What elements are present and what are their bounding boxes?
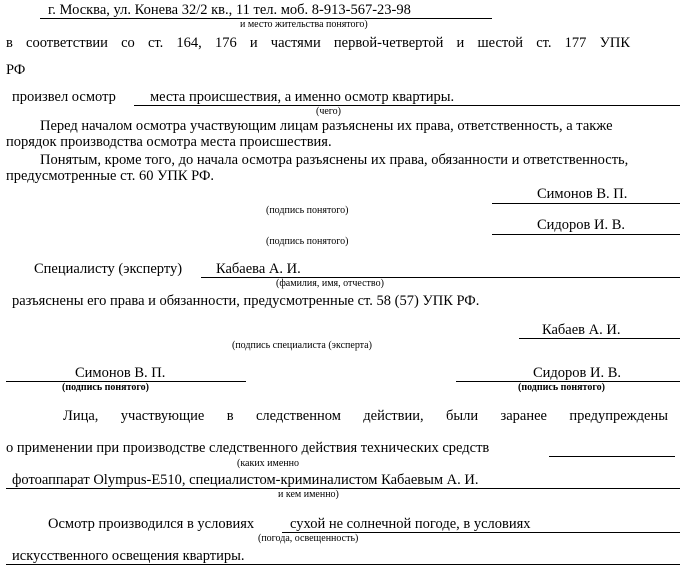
conditions-label: Осмотр производился в условиях [48, 516, 255, 532]
technical-means-caption: (каких именно [237, 458, 300, 469]
rights-line1: Перед началом осмотра участвующим лицам разъяснены их права, ответственность, а также [40, 118, 613, 134]
conditions-value: сухой не солнечной погоде, в условиях [290, 516, 531, 532]
inspection-label: произвел осмотр [12, 89, 116, 105]
warning-line1: Лица, участвующие в следственном действии, были заранее предупреждены [63, 408, 668, 424]
specialist-signature-line [519, 338, 680, 339]
witness-signature-name: Сидоров И. В. [537, 217, 626, 233]
specialist-underline [201, 277, 680, 278]
inspection-value: места происшествия, а именно осмотр квартиры. [150, 89, 455, 105]
legal-basis-line2: РФ [6, 62, 26, 78]
witness-signature-caption: (подпись понятого) [62, 382, 149, 393]
specialist-signature-name: Кабаев А. И. [542, 322, 621, 338]
witness-signature-name: Симонов В. П. [537, 186, 628, 202]
witness-signature-name: Сидоров И. В. [533, 365, 622, 381]
specialist-signature-caption: (подпись специалиста (эксперта) [232, 340, 372, 351]
conditions-line2: искусственного освещения квартиры. [12, 548, 245, 564]
operator-caption: и кем именно) [278, 489, 339, 500]
conditions-caption: (погода, освещенность) [258, 533, 359, 544]
specialist-label: Специалисту (эксперту) [34, 261, 183, 277]
specialist-value: Кабаева А. И. [216, 261, 301, 277]
rights-line4: предусмотренные ст. 60 УПК РФ. [6, 168, 215, 184]
specialist-caption: (фамилия, имя, отчество) [276, 278, 384, 289]
witness-signature-name: Симонов В. П. [75, 365, 166, 381]
witness-signature-line [492, 203, 680, 204]
legal-basis-line1: в соответствии со ст. 164, 176 и частями первой-четвертой и шестой ст. 177 УПК [6, 35, 630, 51]
inspection-caption: (чего) [316, 106, 341, 117]
rights-line3: Понятым, кроме того, до начала осмотра разъяснены их права, обязанности и ответственность, [40, 152, 629, 168]
witness-signature-caption: (подпись понятого) [518, 382, 605, 393]
inspection-underline [134, 105, 680, 106]
technical-means-value-underline [6, 488, 680, 489]
witness-address-caption: и место жительства понятого) [240, 19, 368, 30]
technical-means-underline [549, 456, 675, 457]
witness-signature-caption: (подпись понятого) [266, 236, 349, 247]
witness-address-value: г. Москва, ул. Конева 32/2 кв., 11 тел. моб. 8-913-567-23-98 [48, 2, 411, 18]
specialist-rights: разъяснены его права и обязанности, предусмотренные ст. 58 (57) УПК РФ. [12, 293, 480, 309]
witness-signature-line [492, 234, 680, 235]
technical-means-value: фотоаппарат Olympus-E510, специалистом-криминалистом Кабаевым А. И. [12, 472, 479, 488]
warning-line2: о применении при производстве следственного действия технических средств [6, 440, 490, 456]
rights-line2: порядок производства осмотра места происшествия. [6, 134, 332, 150]
conditions-line2-underline [6, 564, 680, 565]
witness-signature-caption: (подпись понятого) [266, 205, 349, 216]
